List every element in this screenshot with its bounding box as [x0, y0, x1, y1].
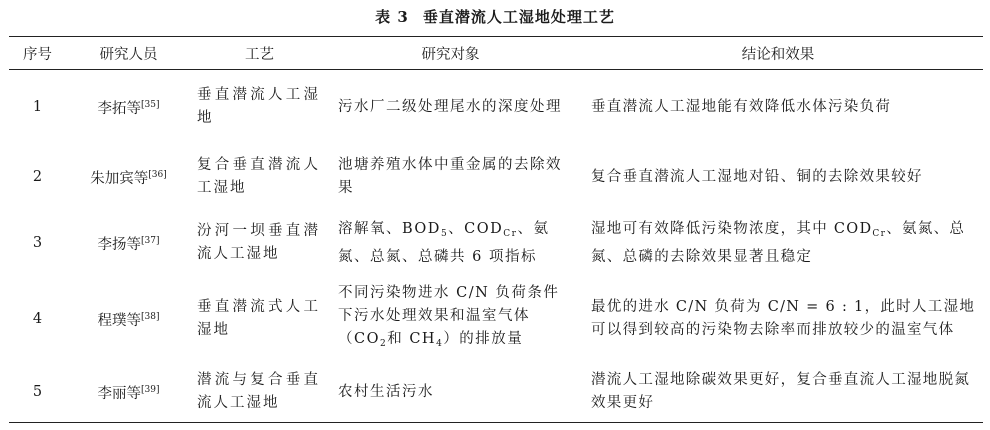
row-object: 污水厂二级处理尾水的深度处理: [338, 98, 562, 115]
table-row: [9, 210, 983, 276]
citation-ref: [38]: [141, 311, 160, 322]
author-name: 李拓等: [97, 100, 141, 117]
row-result: 垂直潜流人工湿地能有效降低水体污染负荷: [591, 98, 892, 115]
author-name: 李扬等: [97, 236, 141, 253]
row-result: 最优的进水 C/N 负荷为 C/N = 6 : 1，此时人工湿地可以得到较高的污染物去除率而排放较少的温室气体: [591, 299, 976, 338]
row-number: 5: [9, 362, 66, 423]
header-no: 序号: [9, 37, 66, 70]
row-author: [66, 276, 191, 362]
author-name: 程璞等: [97, 312, 141, 329]
citation-ref: [35]: [141, 99, 160, 110]
table-header-row: [9, 37, 983, 70]
author-name: 朱加宾等: [90, 170, 149, 187]
row-process: 潜流与复合垂直流人工湿地: [191, 362, 328, 423]
author-name: 李丽等: [97, 385, 141, 402]
row-number: 2: [32, 168, 43, 185]
row-object: 溶解氧、$BOD_5$、$COD_{Cr}$、氨氮、总氮、总磷共 6 项指标: [338, 220, 550, 265]
header-author: 研究人员: [66, 37, 191, 70]
header-object: 研究对象: [328, 37, 573, 70]
row-author: [66, 362, 191, 423]
row-number: 3: [32, 234, 43, 251]
row-object: 不同污染物进水 C/N 负荷条件下污水处理效果和温室气体（$CO_2$和 $CH_4$）的排放量: [338, 285, 560, 349]
row-author: [66, 144, 191, 210]
row-process: 汾河一坝垂直潜流人工湿地: [197, 223, 320, 262]
table-row: [9, 362, 983, 423]
row-result: 湿地可有效降低污染物浓度，其中 $COD_{Cr}$、氨氮、总氮、总磷的去除效果显著且稳定: [591, 220, 966, 265]
table-row: [9, 276, 983, 362]
row-number: 4: [32, 310, 43, 327]
row-object: 池塘养殖水体中重金属的去除效果: [338, 157, 562, 196]
table-title: 垂直潜流人工湿地处理工艺: [422, 8, 615, 26]
citation-ref: [39]: [141, 384, 160, 395]
table-number: 表 3: [375, 8, 409, 26]
process-table: [9, 36, 983, 423]
row-process: 垂直潜流式人工湿地: [197, 299, 320, 338]
row-result: 复合垂直潜流人工湿地对铅、铜的去除效果较好: [591, 168, 923, 185]
table-caption: [0, 6, 990, 27]
citation-ref: [37]: [141, 235, 160, 246]
citation-ref: [36]: [148, 169, 167, 180]
header-result: 结论和效果: [573, 37, 983, 70]
row-process: 复合垂直潜流人工湿地: [197, 157, 320, 196]
row-result: 潜流人工湿地除碳效果更好，复合垂直流人工湿地脱氮效果更好: [573, 362, 983, 423]
row-process: 垂直潜流人工湿地: [197, 87, 320, 126]
table-row: [9, 144, 983, 210]
row-author: [66, 210, 191, 276]
row-author: [66, 70, 191, 145]
table-row: [9, 70, 983, 145]
row-object: 农村生活污水: [328, 362, 573, 423]
header-process: 工艺: [191, 37, 328, 70]
row-number: 1: [32, 98, 43, 115]
